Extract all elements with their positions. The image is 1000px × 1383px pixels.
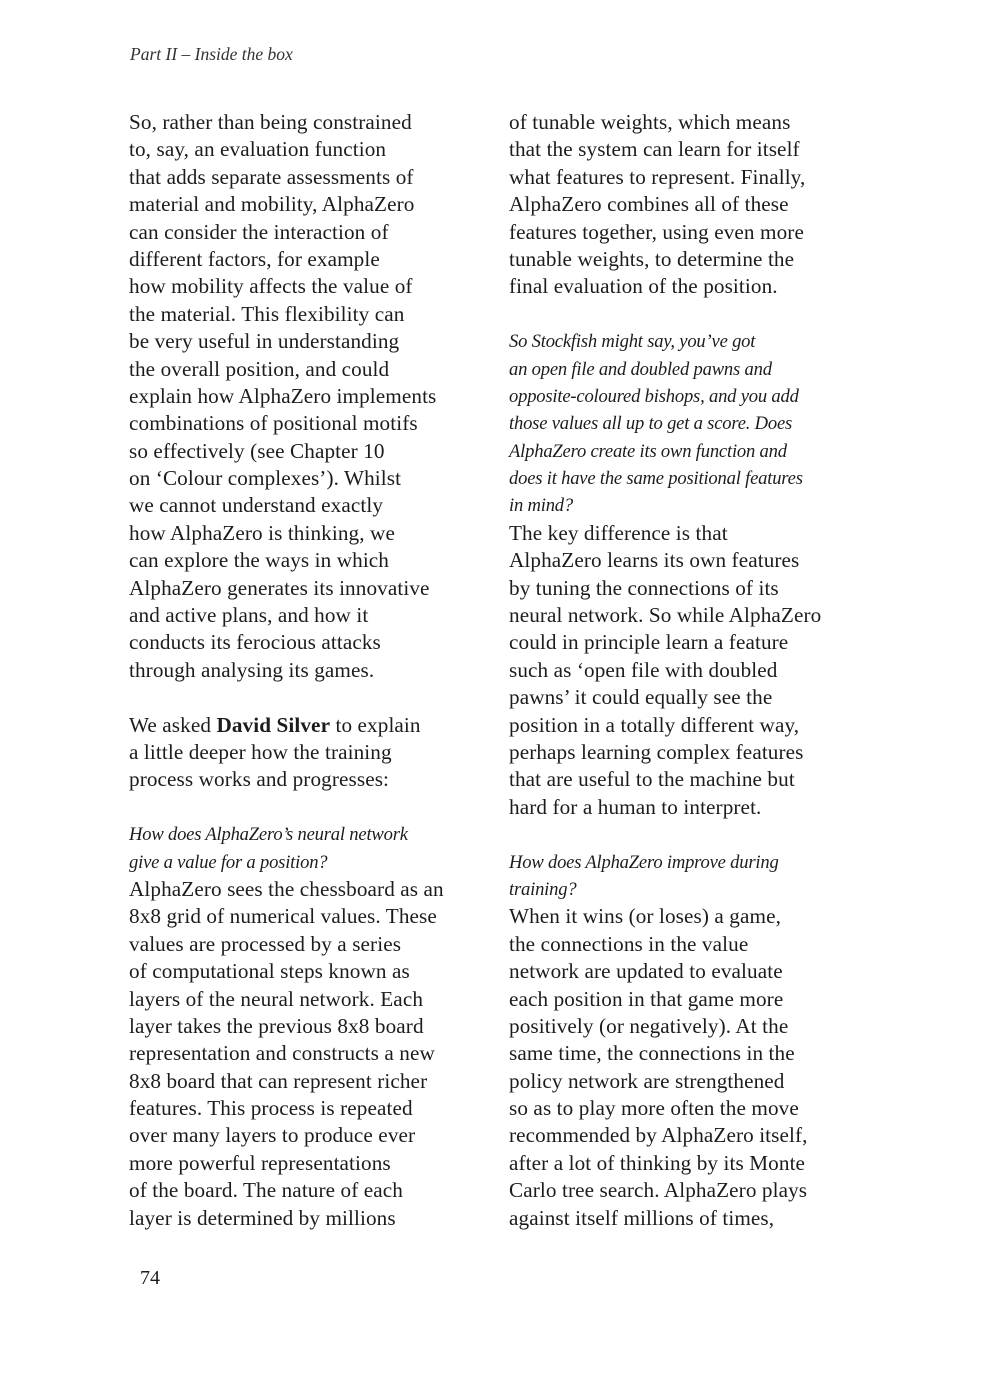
text-line: that adds separate assessments of	[129, 164, 414, 189]
text-line: against itself millions of times,	[509, 1205, 775, 1230]
text-line: position in a totally different way,	[509, 712, 800, 737]
text-line: final evaluation of the position.	[509, 274, 778, 299]
question-line: So Stockfish might say, you’ve got	[509, 331, 756, 353]
text-line: explain how AlphaZero implements	[129, 383, 437, 408]
text-line: after a lot of thinking by its Monte	[509, 1150, 806, 1175]
text-line: the connections in the value	[509, 931, 749, 956]
text-line: could in principle learn a feature	[509, 630, 789, 655]
interview-answer	[509, 903, 881, 1232]
text-line: over many layers to produce ever	[129, 1123, 416, 1148]
text-line: process works and progresses:	[129, 767, 390, 792]
text-line: layer takes the previous 8x8 board	[129, 1013, 424, 1038]
text-line: neural network. So while AlphaZero	[509, 603, 822, 628]
text-line: to, say, an evaluation function	[129, 137, 387, 162]
text-line: layers of the neural network. Each	[129, 986, 424, 1011]
interviewee-name: David Silver	[216, 712, 331, 737]
right-column	[509, 109, 881, 1232]
text-line: hard for a human to interpret.	[509, 794, 762, 819]
text-line: each position in that game more	[509, 986, 784, 1011]
text-line: that are useful to the machine but	[509, 767, 795, 792]
text-line: 8x8 grid of numerical values. These	[129, 904, 437, 929]
text-line: how AlphaZero is thinking, we	[129, 520, 395, 545]
text-line: of tunable weights, which means	[509, 110, 791, 134]
text-line: on ‘Colour complexes’). Whilst	[129, 466, 402, 491]
text-line: 8x8 board that can represent richer	[129, 1068, 428, 1093]
text-line: how mobility affects the value of	[129, 274, 413, 299]
question-line: How does AlphaZero’s neural network	[129, 824, 408, 846]
paragraph-gap	[509, 301, 881, 328]
text-run: We asked	[129, 712, 217, 737]
question-line: training?	[509, 878, 577, 900]
text-line: that the system can learn for itself	[509, 137, 800, 162]
text-line: what features to represent. Finally,	[509, 164, 806, 189]
interview-question	[509, 849, 881, 904]
text-line: we cannot understand exactly	[129, 493, 384, 518]
text-line: perhaps learning complex features	[509, 739, 804, 764]
text-line: more powerful representations	[129, 1150, 391, 1175]
text-line: a little deeper how the training	[129, 739, 392, 764]
text-line: the material. This flexibility can	[129, 301, 405, 326]
text-line: policy network are strengthened	[509, 1068, 785, 1093]
text-line: of the board. The nature of each	[129, 1178, 404, 1203]
text-line: material and mobility, AlphaZero	[129, 192, 415, 217]
text-line: can explore the ways in which	[129, 548, 390, 573]
question-line: opposite-coloured bishops, and you add	[509, 385, 799, 407]
text-line: pawns’ it could equally see the	[509, 685, 773, 710]
text-line: AlphaZero combines all of these	[509, 192, 789, 217]
text-line: the overall position, and could	[129, 356, 390, 381]
question-line: How does AlphaZero improve during	[509, 851, 779, 873]
text-line: of computational steps known as	[129, 959, 410, 984]
text-line: network are updated to evaluate	[509, 959, 783, 984]
text-line: recommended by AlphaZero itself,	[509, 1123, 808, 1148]
question-line: AlphaZero create its own function and	[509, 440, 787, 462]
text-line: AlphaZero sees the chessboard as an	[129, 876, 444, 901]
text-line: When it wins (or loses) a game,	[509, 904, 781, 929]
text-line: and active plans, and how it	[129, 603, 369, 628]
text-line: combinations of positional motifs	[129, 411, 418, 436]
paragraph-gap	[509, 821, 881, 848]
left-column	[129, 109, 501, 1232]
text-line	[129, 712, 501, 739]
text-line: AlphaZero learns its own features	[509, 548, 800, 573]
running-head: Part II – Inside the box	[130, 44, 293, 64]
text-line: So, rather than being constrained	[129, 110, 412, 134]
text-line: by tuning the connections of its	[509, 575, 779, 600]
interview-question	[509, 328, 881, 520]
question-line: give a value for a position?	[129, 851, 328, 873]
text-line: so effectively (see Chapter 10	[129, 438, 385, 463]
text-line: same time, the connections in the	[509, 1041, 795, 1066]
text-line: positively (or negatively). At the	[509, 1013, 789, 1038]
question-line: does it have the same positional features	[509, 468, 803, 490]
text-line: AlphaZero generates its innovative	[129, 575, 430, 600]
text-line: such as ‘open file with doubled	[509, 657, 778, 682]
question-line: in mind?	[509, 495, 573, 517]
text-line: layer is determined by millions	[129, 1205, 396, 1230]
continuation-paragraph	[509, 109, 881, 301]
text-line: different factors, for example	[129, 246, 380, 271]
text-line: be very useful in understanding	[129, 329, 400, 354]
paragraph-gap	[129, 684, 501, 711]
question-line: those values all up to get a score. Does	[509, 413, 793, 435]
text-line: representation and constructs a new	[129, 1041, 435, 1066]
intro-paragraph	[129, 109, 501, 684]
text-line: conducts its ferocious attacks	[129, 630, 381, 655]
interview-answer	[129, 876, 501, 1232]
paragraph-gap	[129, 794, 501, 821]
interview-answer	[509, 520, 881, 821]
question-line: an open file and doubled pawns and	[509, 358, 772, 380]
page-number: 74	[140, 1267, 160, 1289]
text-line: features together, using even more	[509, 219, 804, 244]
text-line: The key difference is that	[509, 520, 728, 545]
interview-question	[129, 821, 501, 876]
text-line: tunable weights, to determine the	[509, 246, 795, 271]
text-line: so as to play more often the move	[509, 1096, 799, 1121]
text-line: features. This process is repeated	[129, 1096, 413, 1121]
text-line: values are processed by a series	[129, 931, 402, 956]
text-line: Carlo tree search. AlphaZero plays	[509, 1178, 808, 1203]
interview-intro-paragraph	[129, 712, 501, 794]
text-line: can consider the interaction of	[129, 219, 389, 244]
text-run: to explain	[330, 712, 421, 737]
text-line: through analysing its games.	[129, 657, 375, 682]
